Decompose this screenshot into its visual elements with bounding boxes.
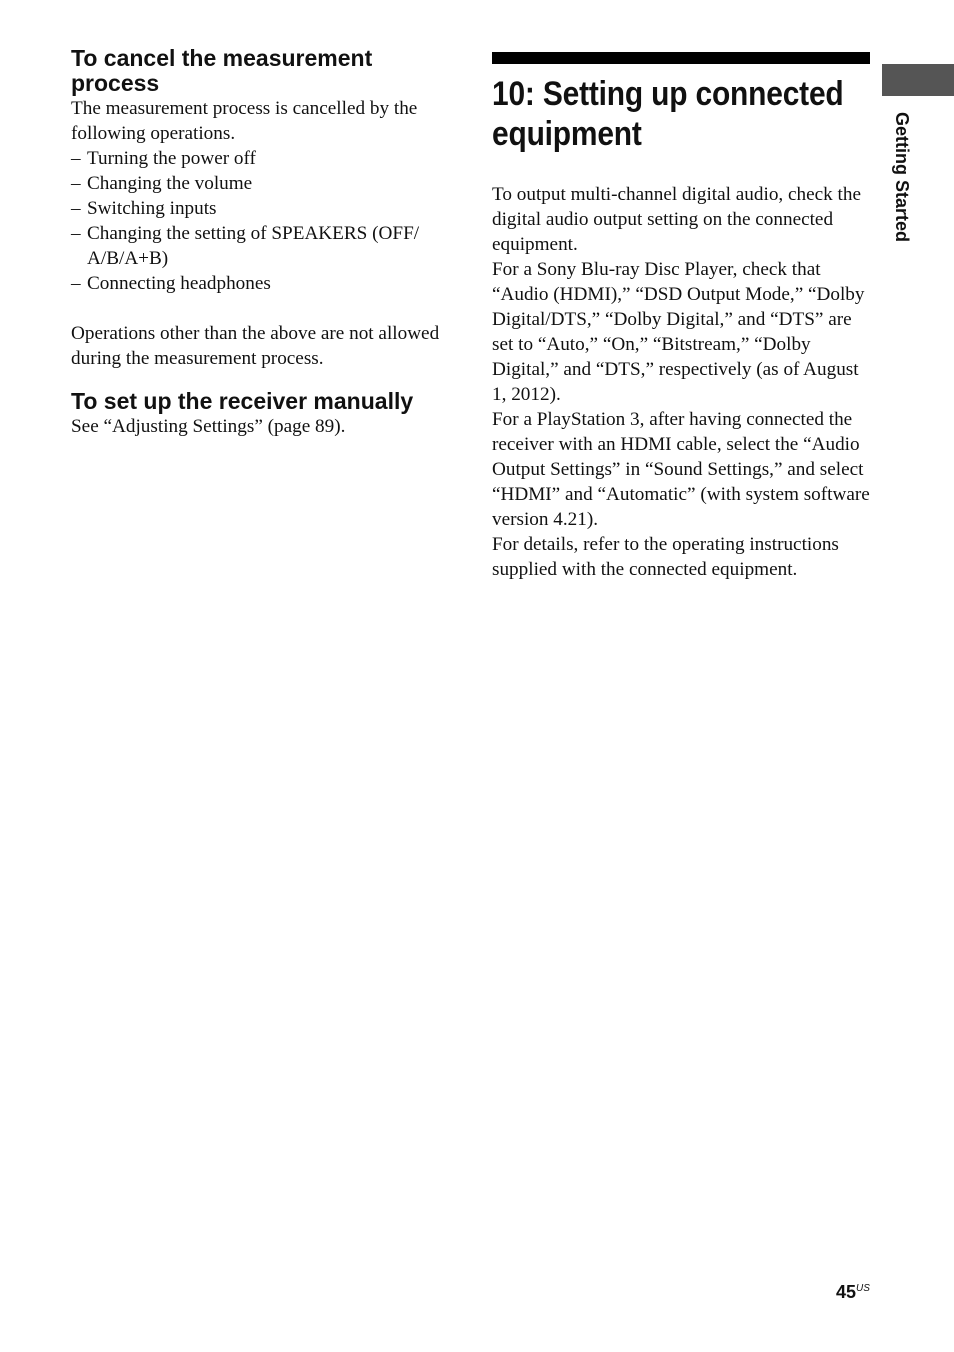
list-item: – Connecting headphones: [71, 273, 271, 294]
section-title-line2: equipment: [492, 115, 642, 153]
cancel-intro-text: The measurement process is cancelled by the following operations.: [71, 98, 418, 144]
section-tab-label: Getting Started: [892, 112, 912, 243]
paragraph-bluray: For a Sony Blu-ray Disc Player, check that “Audio (HDMI),” “DSD Output Mode,” “Dolby Digital/DTS,” “Dolby Digital,” and “DTS” are set to “Auto,” “On,” “Bitstream,” “Dolby Digital,” and “DTS,” respectively (as of August 1, 2012).: [492, 259, 865, 405]
cancel-heading-line1: To cancel the measurement: [71, 45, 373, 71]
list-item: – Changing the setting of SPEAKERS (OFF/ A/B/A+B): [71, 223, 420, 269]
section-tab-marker: [882, 64, 954, 96]
page-number-value: 45: [836, 1282, 857, 1302]
paragraph-playstation: For a PlayStation 3, after having connected the receiver with an HDMI cable, select the “Audio Output Settings” in “Sound Settings,” and select “HDMI” and “Automatic” (with system software version 4.21).: [492, 409, 870, 530]
cancel-operations-list: [71, 146, 451, 296]
page-number-suffix: US: [856, 1283, 870, 1294]
list-item: – Switching inputs: [71, 198, 217, 219]
manual-setup-heading: To set up the receiver manually: [71, 388, 414, 414]
list-item: – Turning the power off: [71, 148, 256, 169]
paragraph-multichannel: To output multi-channel digital audio, check the digital audio output setting on the connected equipment.: [492, 184, 861, 255]
cancel-note-text: Operations other than the above are not allowed during the measurement process.: [71, 323, 440, 369]
manual-setup-text: See “Adjusting Settings” (page 89).: [71, 416, 346, 437]
paragraph-details: For details, refer to the operating instructions supplied with the connected equipment.: [492, 534, 839, 580]
section-title: [492, 74, 870, 154]
left-column: [71, 46, 451, 439]
section-title-line1: 10: Setting up connected: [492, 75, 844, 113]
title-rule: [492, 52, 870, 64]
cancel-measurement-heading: [71, 46, 451, 96]
list-item: – Changing the volume: [71, 173, 253, 194]
right-column: [492, 52, 870, 582]
cancel-heading-line2: process: [71, 70, 160, 96]
page-number: [836, 1282, 870, 1303]
